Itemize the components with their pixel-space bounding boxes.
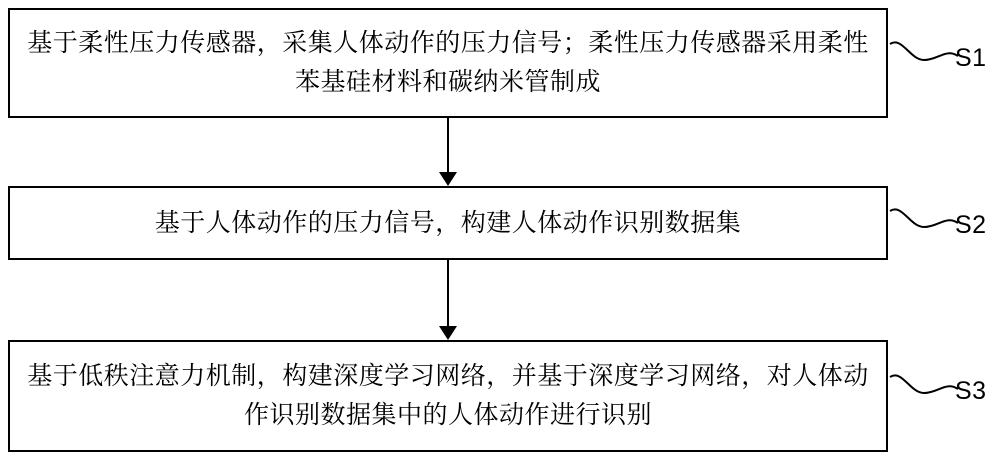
step-label-s1: S1: [955, 44, 987, 72]
step-label-s2: S2: [955, 211, 987, 239]
process-box-s3: [8, 340, 888, 452]
leader-line-s1: [888, 38, 960, 74]
process-box-s3-text: 基于低秩注意力机制，构建深度学习网络，并基于深度学习网络，对人体动作识别数据集中的人体动作进行识别: [27, 362, 869, 429]
step-label-s3: S3: [955, 377, 987, 405]
connector-s2-s3-arrowhead: [439, 326, 457, 340]
process-box-s1-text: 基于柔性压力传感器，采集人体动作的压力信号；柔性压力传感器采用柔性苯基硅材料和碳纳米管制成: [27, 29, 869, 96]
process-box-s2-text: 基于人体动作的压力信号，构建人体动作识别数据集: [154, 208, 742, 237]
process-box-s2: [8, 186, 888, 260]
leader-line-s3: [888, 371, 960, 407]
connector-s2-s3: [447, 260, 449, 328]
connector-s1-s2-arrowhead: [439, 172, 457, 186]
process-box-s1: [8, 8, 888, 118]
connector-s1-s2: [447, 118, 449, 174]
leader-line-s2: [888, 205, 960, 241]
